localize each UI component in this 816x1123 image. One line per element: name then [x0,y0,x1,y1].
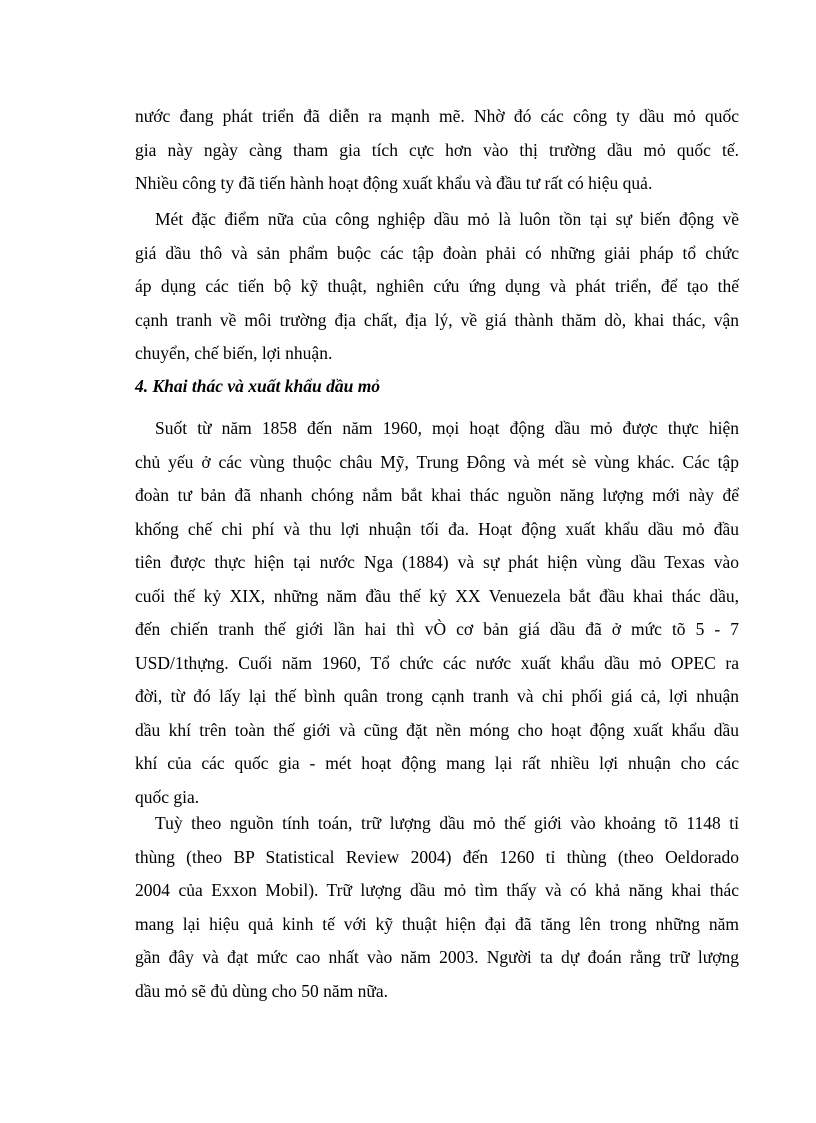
text-line: dầu khí trên toàn thế giới và cũng đặt nền móng cho hoạt động xuất khẩu dầu [135,719,739,740]
text-line: Nhiều công ty đã tiến hành hoạt động xuất khẩu và đầu tư rất có hiệu quả. [135,173,653,193]
text-line: USD/1thựng. Cuối năm 1960, Tổ chức các nước xuất khẩu dầu mỏ OPEC ra [135,652,739,673]
text-line: Mét đặc điểm nữa của công nghiệp dầu mỏ là luôn tồn tại sự biến động về [155,209,739,229]
text-line: đời, từ đó lấy lại thế bình quân trong cạnh tranh và chi phối giá cả, lợi nhuận [135,686,739,706]
text-line: khí của các quốc gia - mét hoạt động mang lại rất nhiều lợi nhuận cho các [135,753,739,773]
text-line: chủ yếu ở các vùng thuộc châu Mỹ, Trung Đông và mét sè vùng khác. Các tập [135,451,739,472]
paragraph-history [135,412,739,814]
text-line: mang lại hiệu quả kinh tế với kỹ thuật hiện đại đã tăng lên trong những năm [135,913,739,934]
text-line: gia này ngày càng tham gia tích cực hơn vào thị trường dầu mỏ quốc tế. [135,139,739,160]
text-line: thùng (theo BP Statistical Review 2004) đến 1260 tỉ thùng (theo Oeldorado [135,846,739,867]
paragraph-intro-continuation [135,100,739,201]
section-heading: 4. Khai thác và xuất khẩu dầu mỏ [135,376,381,396]
text-line: đoàn tư bản đã nhanh chóng nắm bắt khai thác nguồn năng lượng mới này để [135,485,739,505]
text-line: cuối thế kỷ XIX, những năm đầu thế kỷ XX Venuezela bắt đầu khai thác dầu, [135,585,739,606]
text-line: tiên được thực hiện tại nước Nga (1884) và sự phát hiện vùng dầu Texas vào [135,552,739,572]
text-line: chuyển, chế biến, lợi nhuận. [135,343,333,363]
text-line: Suốt từ năm 1858 đến năm 1960, mọi hoạt động dầu mỏ được thực hiện [155,418,739,438]
text-line: quốc gia. [135,786,200,807]
text-line: áp dụng các tiến bộ kỹ thuật, nghiên cứu ứng dụng và phát triển, để tạo thế [135,276,739,296]
text-line: 2004 của Exxon Mobil). Trữ lượng dầu mỏ tìm thấy và có khả năng khai thác [135,880,739,900]
text-line: gần đây và đạt mức cao nhất vào năm 2003. Người ta dự đoán rằng trữ lượng [135,947,739,967]
text-line: dầu mỏ sẽ đủ dùng cho 50 năm nữa. [135,980,388,1001]
text-line: Tuỳ theo nguồn tính toán, trữ lượng dầu mỏ thế giới vào khoảng tõ 1148 tỉ [155,813,739,833]
text-line: giá dầu thô và sản phẩm buộc các tập đoàn phải có những giải pháp tổ chức [135,242,739,263]
section-heading-wrapper [135,370,739,404]
text-line: khống chế chi phí và thu lợi nhuận tối đa. Hoạt động xuất khẩu dầu mỏ đầu [135,518,739,539]
text-line: cạnh tranh về môi trường địa chất, địa lý, về giá thành thăm dò, khai thác, vận [135,309,739,330]
paragraph-price-volatility [135,203,739,371]
text-line: đến chiến tranh thế giới lần hai thì vÒ cơ bản giá dầu đã ở mức tõ 5 - 7 [135,619,739,639]
paragraph-reserves [135,807,739,1008]
text-line: nước đang phát triển đã diễn ra mạnh mẽ. Nhờ đó các công ty dầu mỏ quốc [135,106,739,126]
